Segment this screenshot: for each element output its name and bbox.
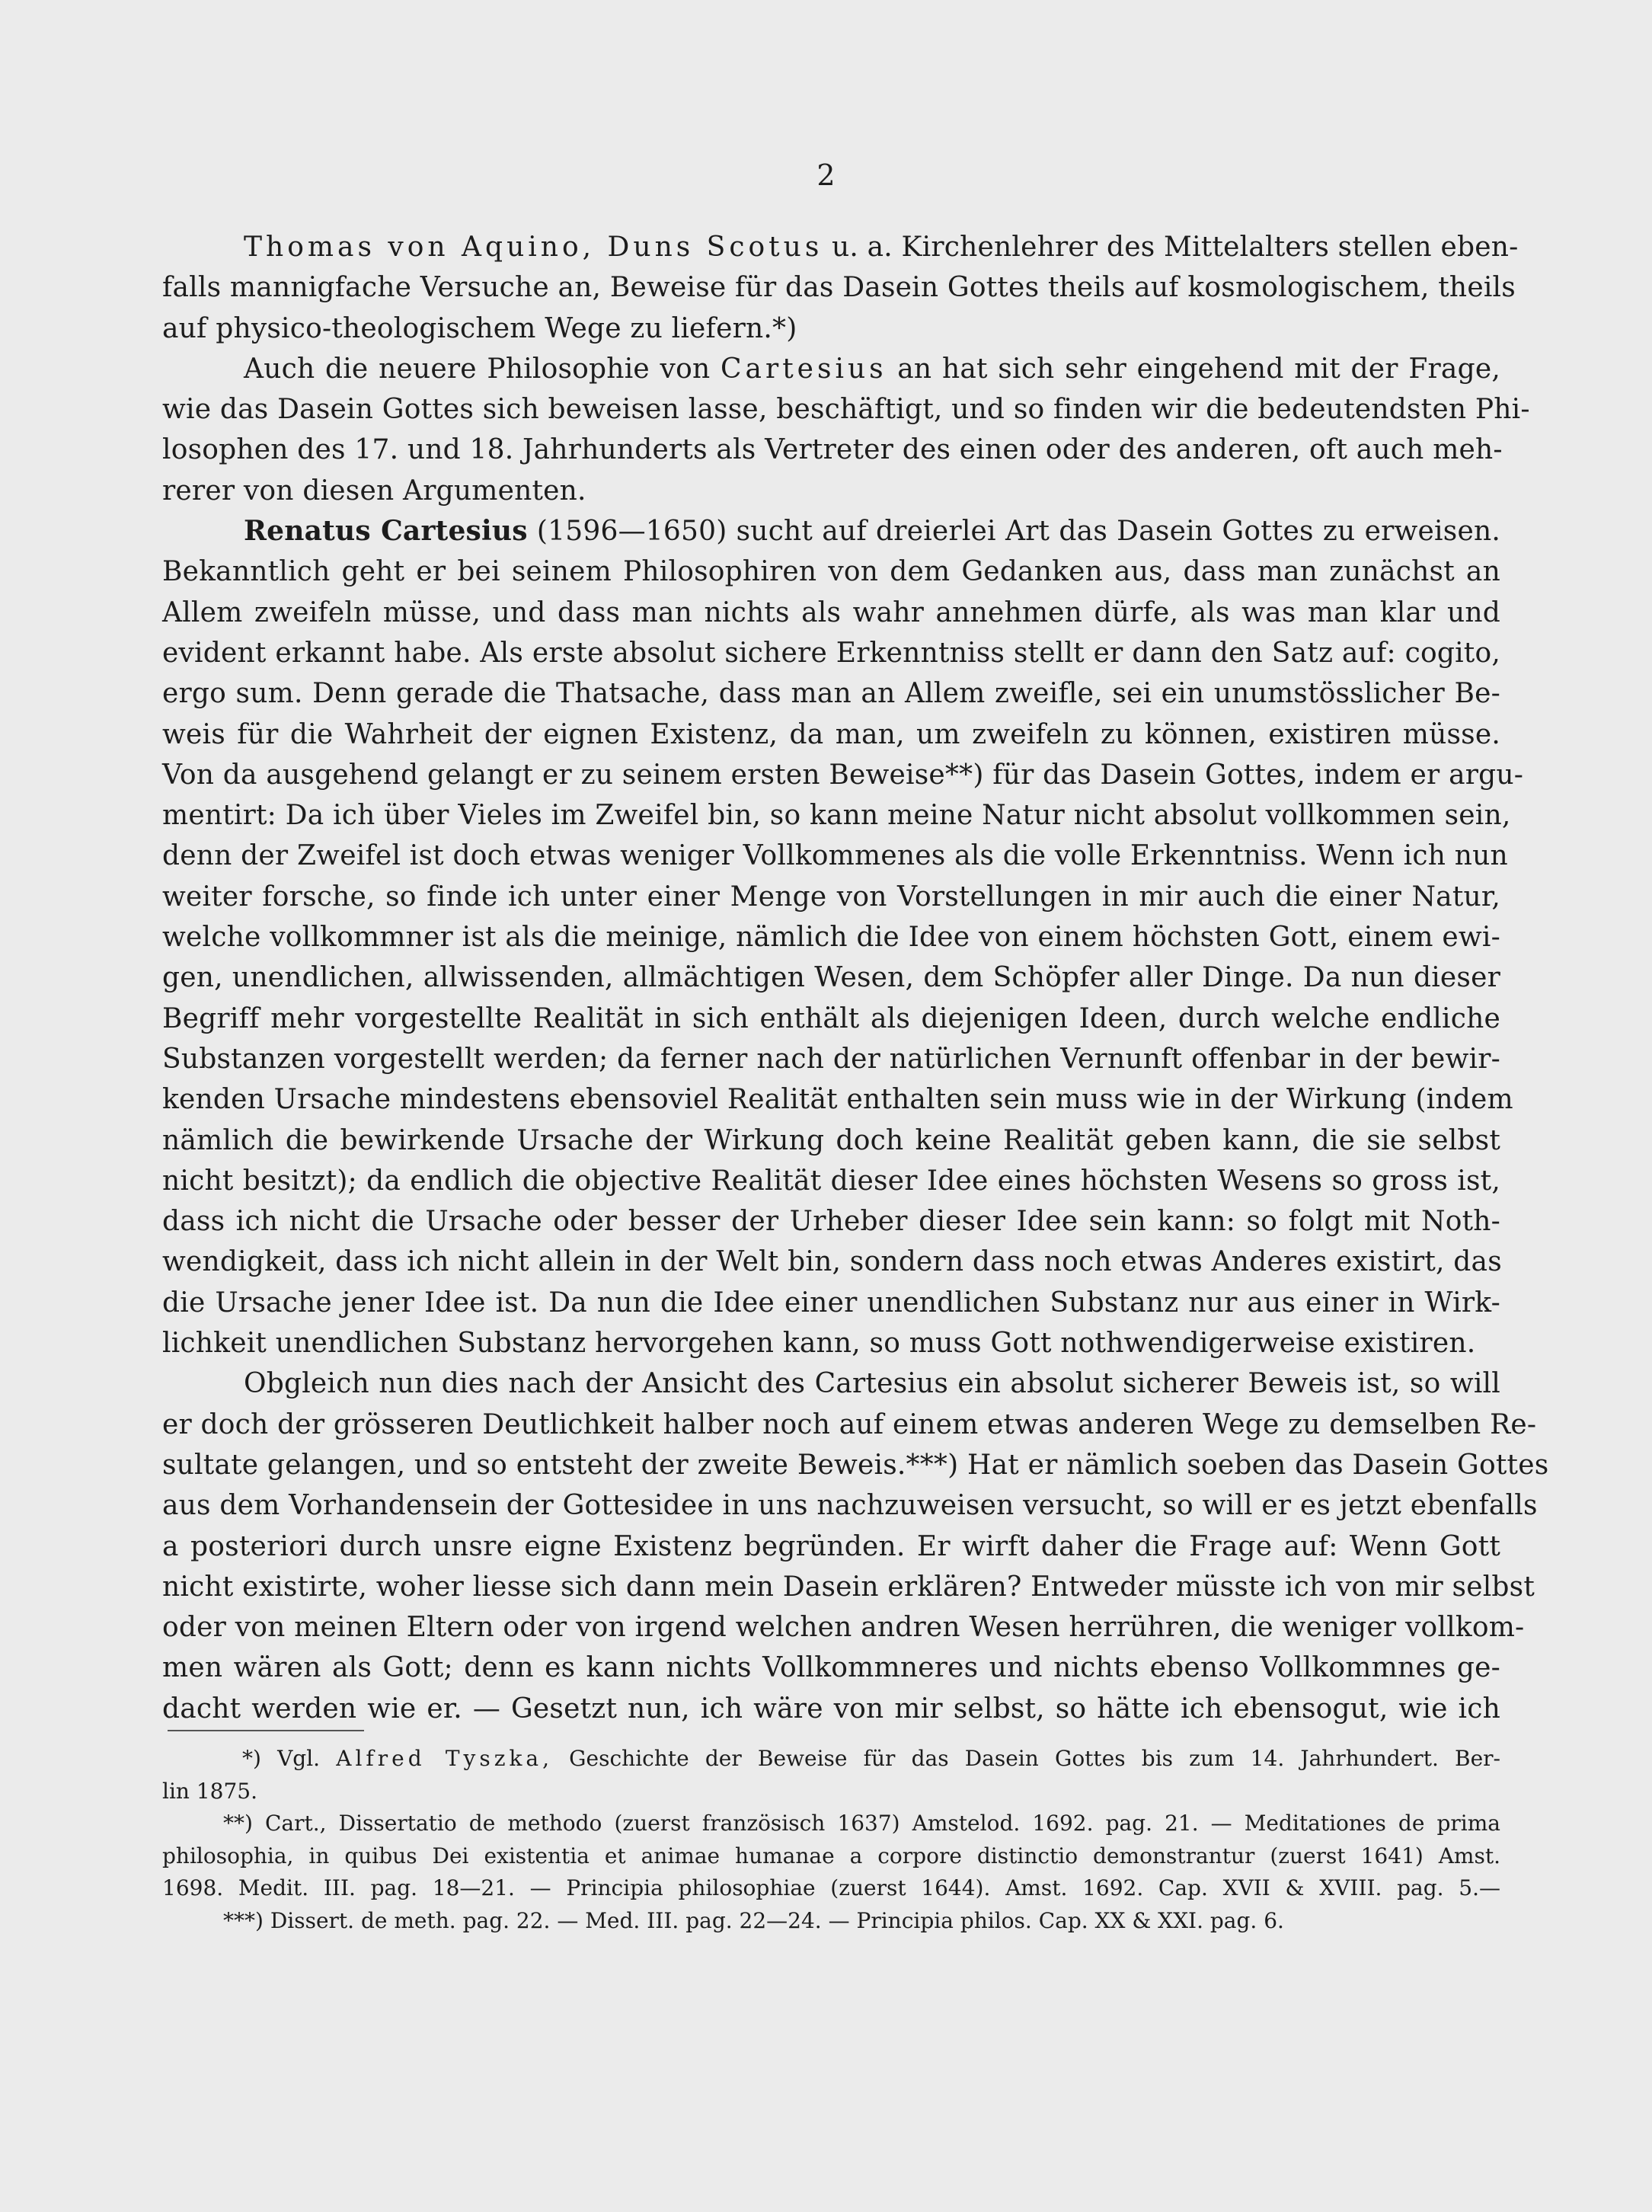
text-line: kenden Ursache mindestens ebensoviel Realität enthalten sein muss wie in der Wirkung (indem xyxy=(162,1084,1513,1116)
text-line: weis für die Wahrheit der eignen Existenz, da man, um zweifeln zu können, existiren müsse. xyxy=(162,718,1500,750)
footnote-line: 1698. Medit. III. pag. 18—21. — Principia philosophiae (zuerst 1644). Amst. 1692. Cap. XVII & XVIII. pag. 5.— xyxy=(162,1875,1500,1900)
footnote-mark: *) Vgl. xyxy=(242,1746,337,1771)
text-line: Von da ausgehend gelangt er zu seinem ersten Beweise**) für das Dasein Gottes, indem er argu- xyxy=(162,759,1524,791)
text-line: Obgleich nun dies nach der Ansicht des Cartesius ein absolut sicherer Beweis ist, so will xyxy=(244,1368,1500,1400)
text-line: sultate gelangen, und so entsteht der zweite Beweis.***) Hat er nämlich soeben das Dasein Gottes xyxy=(162,1449,1549,1481)
name-renatus-cartesius: Renatus Cartesius xyxy=(244,515,528,548)
name-cartesius: Cartesius xyxy=(720,353,887,385)
text-line: a posteriori durch unsre eigne Existenz begründen. Er wirft daher die Frage auf: Wenn Gott xyxy=(162,1530,1500,1562)
text-line: men wären als Gott; denn es kann nichts Vollkommneres und nichts ebenso Vollkommnes ge- xyxy=(162,1652,1500,1684)
footnote-line: lin 1875. xyxy=(162,1778,258,1804)
text-line: evident erkannt habe. Als erste absolut sichere Erkenntniss stellt er dann den Satz auf: cogito, xyxy=(162,637,1500,669)
text-line: denn der Zweifel ist doch etwas weniger Vollkommenes als die volle Erkenntniss. Wenn ich nun xyxy=(162,840,1508,872)
text-line: Bekanntlich geht er bei seinem Philosophiren von dem Gedanken aus, dass man zunächst an xyxy=(162,556,1500,588)
text-line: auf physico-theologischem Wege zu liefern.*) xyxy=(162,312,797,344)
text-line: gen, unendlichen, allwissenden, allmächtigen Wesen, dem Schöpfer aller Dinge. Da nun dieser xyxy=(162,962,1500,994)
text-run: Auch die neuere Philosophie von xyxy=(244,353,721,385)
text-run: Geschichte der Beweise für das Dasein Gottes bis zum 14. Jahrhundert. Ber- xyxy=(553,1746,1500,1771)
text-line: Substanzen vorgestellt werden; da ferner nach der natürlichen Vernunft offenbar in der bewir- xyxy=(162,1043,1500,1075)
footnotes xyxy=(162,1743,1500,1937)
footnote-line: **) Cart., Dissertatio de methodo (zuerst französisch 1637) Amstelod. 1692. pag. 21. — Meditationes de prima xyxy=(223,1811,1500,1836)
text-line: Allem zweifeln müsse, und dass man nichts als wahr annehmen dürfe, als was man klar und xyxy=(162,596,1500,628)
main-text xyxy=(162,227,1549,1729)
text-line: losophen des 17. und 18. Jahrhunderts als Vertreter des einen oder des anderen, oft auch meh- xyxy=(162,434,1503,466)
names-spaced: Thomas von Aquino, Duns Scotus xyxy=(244,232,823,263)
text-line: falls mannigfache Versuche an, Beweise für das Dasein Gottes theils auf kosmologischem, theils xyxy=(162,272,1516,304)
text-run: an hat sich sehr eingehend mit der Frage, xyxy=(887,353,1500,385)
footnote-divider xyxy=(168,1730,364,1731)
text-run: u. a. Kirchenlehrer des Mittelalters stellen eben- xyxy=(823,232,1519,263)
text-line: lichkeit unendlichen Substanz hervorgehen kann, so muss Gott nothwendigerweise existiren. xyxy=(162,1328,1476,1360)
text-run: (1596—1650) sucht auf dreierlei Art das Dasein Gottes zu erweisen. xyxy=(527,516,1500,548)
text-line: wie das Dasein Gottes sich beweisen lasse, beschäftigt, und so finden wir die bedeutendsten Phi- xyxy=(162,394,1530,426)
text-line: wendigkeit, dass ich nicht allein in der Welt bin, sondern dass noch etwas Anderes existirt, das xyxy=(162,1246,1502,1278)
text-line: ergo sum. Denn gerade die Thatsache, dass man an Allem zweifle, sei ein unumstösslicher Be- xyxy=(162,678,1500,710)
text-line xyxy=(162,349,1500,389)
text-line: er doch der grösseren Deutlichkeit halber noch auf einem etwas anderen Wege zu demselben Re- xyxy=(162,1408,1537,1440)
page-number: 2 xyxy=(816,158,836,192)
footnote-line xyxy=(162,1743,1500,1776)
text-line xyxy=(162,227,1519,267)
text-line: mentirt: Da ich über Vieles im Zweifel bin, so kann meine Natur nicht absolut vollkommen sein, xyxy=(162,800,1511,832)
text-line: oder von meinen Eltern oder von irgend welchen andren Wesen herrühren, die weniger vollkom- xyxy=(162,1612,1525,1644)
text-line: dass ich nicht die Ursache oder besser der Urheber dieser Idee sein kann: so folgt mit Noth- xyxy=(162,1206,1500,1238)
footnote-author: Alfred Tyszka, xyxy=(336,1746,554,1771)
text-line: rerer von diesen Argumenten. xyxy=(162,475,586,507)
text-line xyxy=(162,511,1500,551)
footnote-line: philosophia, in quibus Dei existentia et animae humanae a corpore distinctio demonstrantur (zuerst 1641) Amst. xyxy=(162,1843,1500,1868)
text-line: dacht werden wie er. — Gesetzt nun, ich wäre von mir selbst, so hätte ich ebensogut, wie ich xyxy=(162,1693,1500,1725)
text-line: die Ursache jener Idee ist. Da nun die Idee einer unendlichen Substanz nur aus einer in Wirk- xyxy=(162,1287,1500,1319)
text-line: nicht existirte, woher liesse sich dann mein Dasein erklären? Entweder müsste ich von mir selbst xyxy=(162,1571,1535,1603)
text-line: Begriff mehr vorgestellte Realität in sich enthält als diejenigen Ideen, durch welche endliche xyxy=(162,1002,1500,1034)
text-line: aus dem Vorhandensein der Gottesidee in uns nachzuweisen versucht, so will er es jetzt ebenfalls xyxy=(162,1490,1538,1522)
text-line: welche vollkommner ist als die meinige, nämlich die Idee von einem höchsten Gott, einem ewi- xyxy=(162,922,1500,954)
text-line: nämlich die bewirkende Ursache der Wirkung doch keine Realität geben kann, die sie selbst xyxy=(162,1124,1500,1156)
text-line: nicht besitzt); da endlich die objective Realität dieser Idee eines höchsten Wesens so gross ist, xyxy=(162,1165,1500,1197)
text-line: weiter forsche, so finde ich unter einer Menge von Vorstellungen in mir auch die einer Natur, xyxy=(162,881,1500,913)
footnote-line: ***) Dissert. de meth. pag. 22. — Med. III. pag. 22—24. — Principia philos. Cap. XX & XXI. pag. 6. xyxy=(223,1907,1284,1933)
